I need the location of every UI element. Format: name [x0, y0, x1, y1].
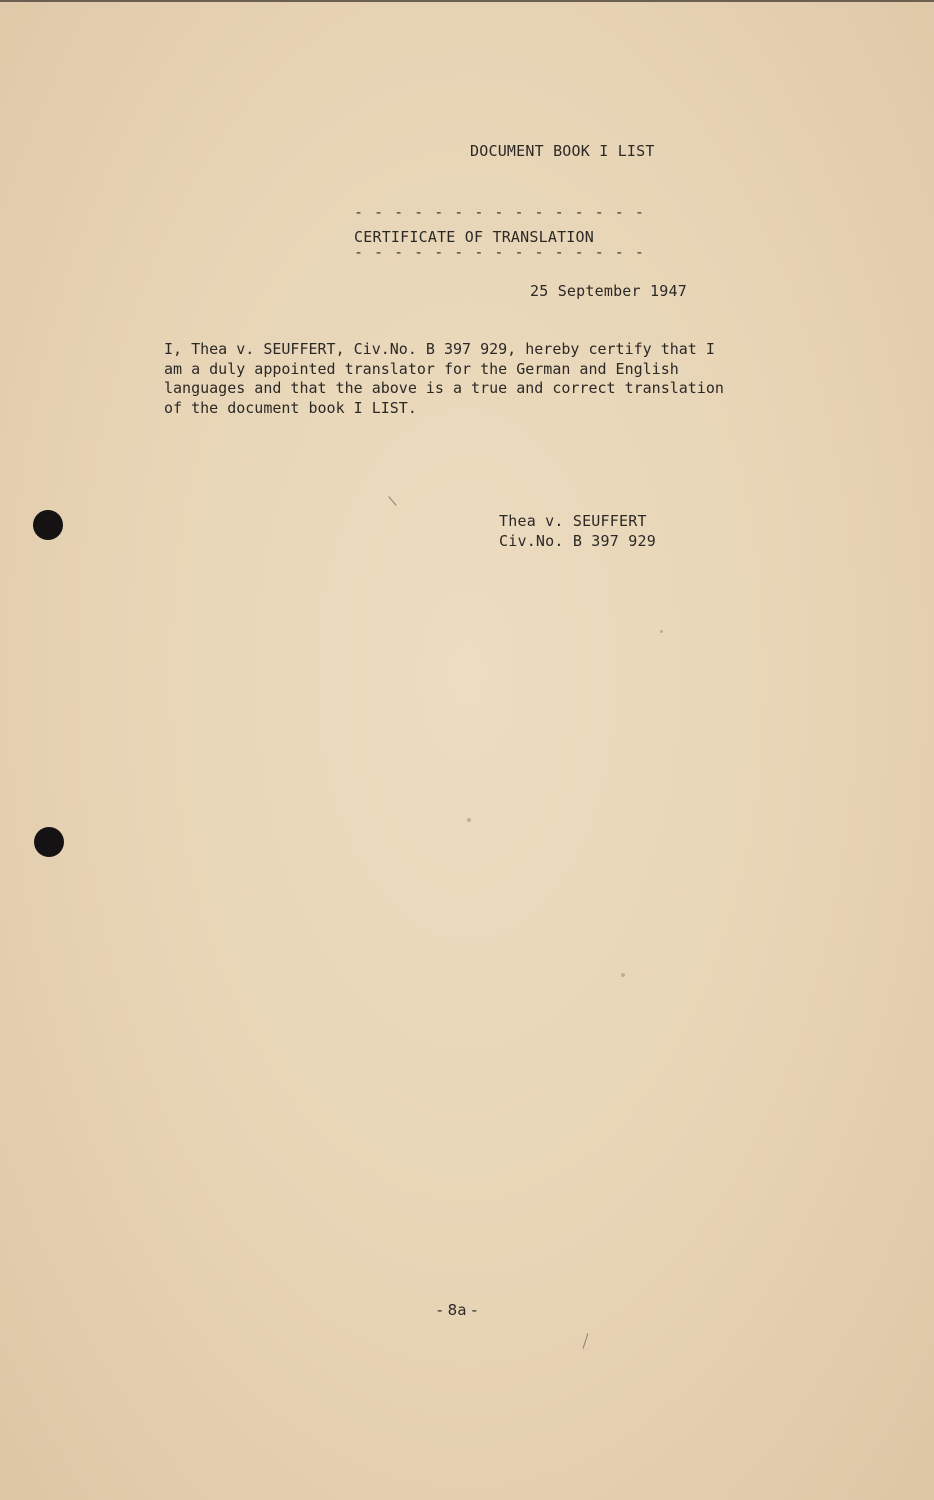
dash-separator-bottom: - - - - - - - - - - - - - - -	[354, 243, 645, 261]
paper-mark	[583, 1333, 589, 1349]
page-number: - 8a -	[437, 1301, 478, 1319]
certificate-body: I, Thea v. SEUFFERT, Civ.No. B 397 929, hereby certify that I am a duly appointed translator for the German and English languages and that the above is a true and correct translation of the document book I LIST.	[164, 340, 724, 417]
punch-hole-top	[33, 510, 63, 540]
document-header: DOCUMENT BOOK I LIST	[470, 142, 655, 160]
paper-speck	[467, 818, 471, 822]
paper-mark	[388, 496, 396, 506]
paper-speck	[621, 973, 625, 977]
certificate-date: 25 September 1947	[530, 282, 687, 300]
punch-hole-bottom	[34, 827, 64, 857]
certificate-title: CERTIFICATE OF TRANSLATION	[354, 228, 594, 246]
signature-civ-number: Civ.No. B 397 929	[499, 532, 656, 550]
paper-speck	[660, 630, 663, 633]
page-top-edge	[0, 0, 934, 2]
signature-name: Thea v. SEUFFERT	[499, 512, 647, 530]
dash-separator-top: - - - - - - - - - - - - - - -	[354, 203, 645, 221]
